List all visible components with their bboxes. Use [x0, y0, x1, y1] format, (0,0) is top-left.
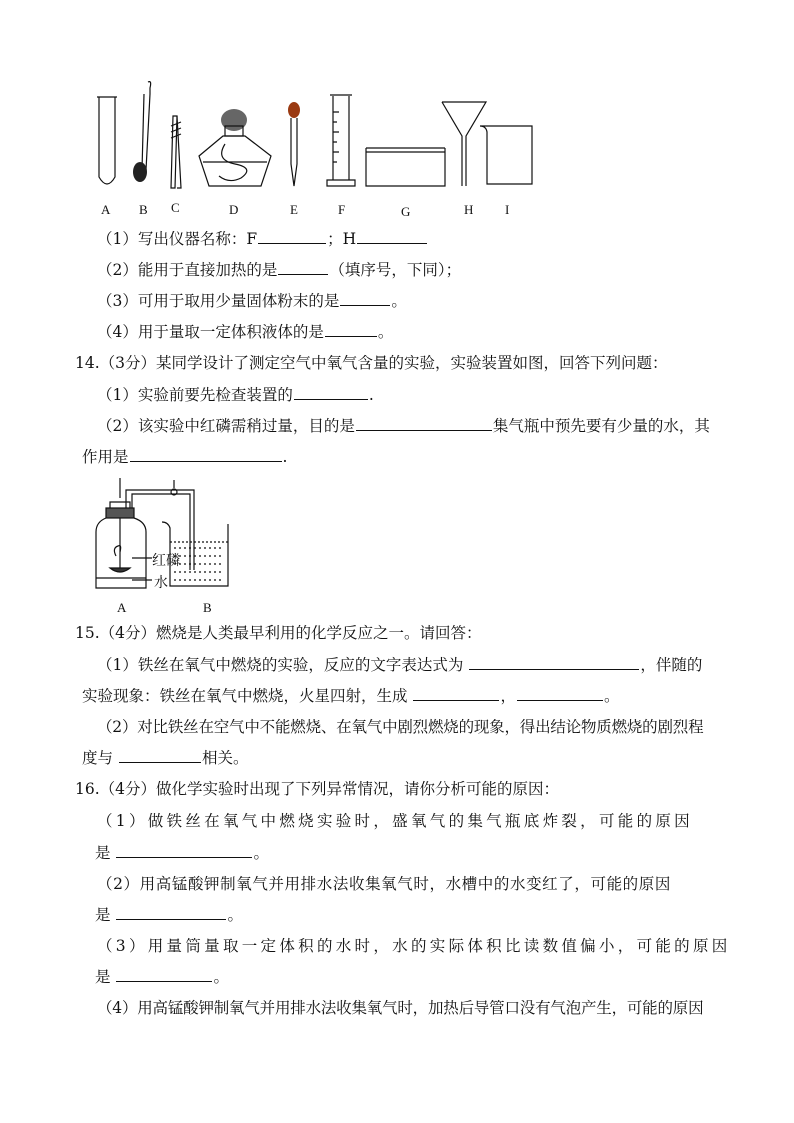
q13-part3: （3）可用于取用少量固体粉末的是 。 [97, 292, 407, 310]
combustion-spoon-image [128, 80, 158, 190]
graduated-cylinder-image [325, 92, 357, 190]
q16-part1-cont: 是 。 [95, 844, 269, 862]
q13-part4: （4）用于量取一定体积液体的是 。 [97, 323, 394, 341]
q16-part2-cont: 是 。 [95, 906, 243, 924]
q16-part3-cont: 是 。 [95, 968, 229, 986]
answer-blank[interactable] [294, 384, 368, 400]
q16-part3: （3）用量筒量取一定体积的水时，水的实际体积比读数值偏小，可能的原因 [97, 937, 731, 955]
answer-blank[interactable] [325, 321, 377, 337]
red-phosphorus-label: 红磷 [152, 554, 180, 569]
q16-part2: （2）用高锰酸钾制氧气并用排水法收集氧气时，水槽中的水变红了，可能的原因 [97, 875, 671, 893]
answer-blank[interactable] [357, 228, 427, 244]
alcohol-lamp-image [195, 108, 277, 190]
q15-heading: 15.（4分）燃烧是人类最早利用的化学反应之一。请回答： [75, 624, 482, 642]
answer-blank[interactable] [340, 290, 390, 306]
answer-blank[interactable] [278, 259, 328, 275]
answer-blank[interactable] [469, 654, 639, 670]
label-i: I [505, 202, 510, 217]
answer-blank[interactable] [356, 415, 492, 431]
answer-blank[interactable] [130, 446, 282, 462]
label-h: H [464, 202, 474, 217]
test-tube-image [95, 95, 119, 187]
beaker-image [478, 122, 536, 188]
water-trough-image [363, 144, 449, 190]
q14-part2: （2）该实验中红磷需稍过量，目的是 集气瓶中预先要有少量的水，其 [97, 417, 710, 435]
answer-blank[interactable] [119, 747, 201, 763]
q16-part1: （1）做铁丝在氧气中燃烧实验时，盛氧气的集气瓶底炸裂，可能的原因 [97, 812, 693, 830]
answer-blank[interactable] [413, 685, 499, 701]
label-c: C [171, 200, 180, 215]
label-b: B [139, 202, 148, 217]
answer-blank[interactable] [116, 966, 212, 982]
q13-part2: （2）能用于直接加热的是 （填序号，下同）； [97, 261, 462, 279]
q15-part2-cont: 度与 相关。 [82, 749, 249, 767]
q16-part4: （4）用高锰酸钾制氧气并用排水法收集氧气时，加热后导管口没有气泡产生，可能的原因 [97, 999, 704, 1017]
q13-part1: （1）写出仪器名称：F ；H [97, 228, 428, 250]
q15-part1: （1）铁丝在氧气中燃烧的实验，反应的文字表达式为 ，伴随的 [97, 656, 703, 674]
label-e: E [290, 202, 298, 217]
beaker-b-label: B [203, 600, 212, 615]
label-g: G [401, 204, 411, 219]
q14-heading: 14.（3分）某同学设计了测定空气中氧气含量的实验，实验装置如图，回答下列问题： [75, 354, 668, 372]
q14-part1: （1）实验前要先检查装置的 . [97, 386, 374, 404]
answer-blank[interactable] [116, 904, 226, 920]
q16-heading: 16.（4分）做化学实验时出现了下列异常情况，请你分析可能的原因： [75, 780, 560, 798]
q15-part1-cont: 实验现象：铁丝在氧气中燃烧，火星四射，生成 ， 。 [82, 687, 620, 705]
label-d: D [229, 202, 239, 217]
answer-blank[interactable] [258, 228, 326, 244]
tweezers-image [167, 112, 187, 190]
bottle-a-label: A [117, 600, 127, 615]
answer-blank[interactable] [517, 685, 603, 701]
q14-part2-cont: 作用是 . [82, 448, 288, 466]
answer-blank[interactable] [116, 842, 252, 858]
label-a: A [101, 202, 111, 217]
q15-part2: （2）对比铁丝在空气中不能燃烧、在氧气中剧烈燃烧的现象，得出结论物质燃烧的剧烈程 [97, 718, 704, 736]
water-label: 水 [154, 576, 168, 591]
dropper-image [286, 100, 302, 190]
label-f: F [338, 202, 346, 217]
